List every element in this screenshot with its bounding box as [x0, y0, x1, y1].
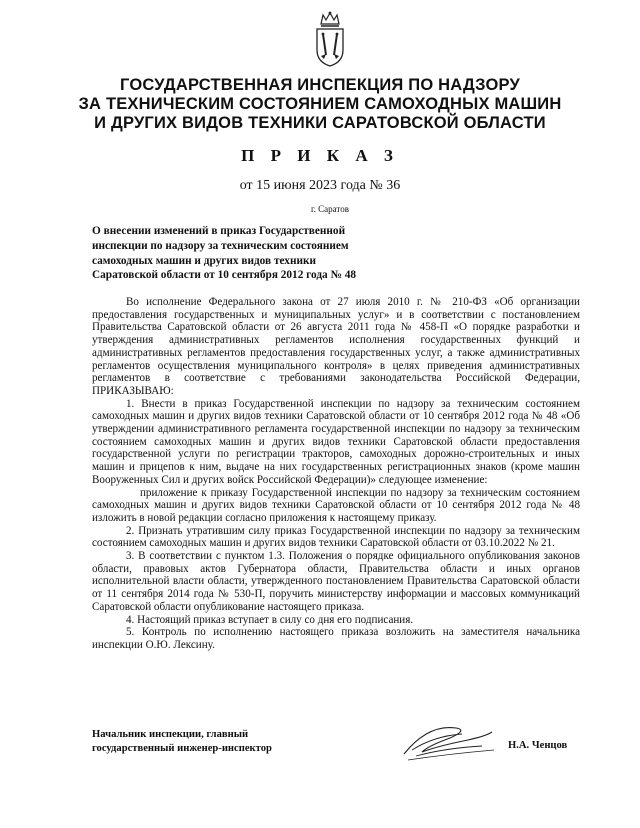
handwritten-signature-icon [398, 716, 498, 766]
subject-line: Саратовской области от 10 сентября 2012 года № 48 [92, 269, 357, 282]
signer-position [92, 728, 392, 756]
signer-position-line: государственный инженер-инспектор [92, 743, 272, 754]
item-1-sub-paragraph: приложение к приказу Государственной инспекции по надзору за техническим состоянием самоходных машин и других видов техники Саратовской области от 10 сентября 2012 года № 48 изложить в новой редакции согласно приложения к настоящему приказу. [92, 486, 580, 524]
item-3-paragraph: 3. В соответствии с пунктом 1.3. Положения о порядке официального опубликования законов области, правовых актов Губернатора области, Правительства области и иных органов исполнительной власти области, утвержденного постановлением Правительства Саратовской области от 11 сентября 2014 года № 530-П, поручить министерству информации и массовых коммуникаций Саратовской области опубликование настоящего приказа. [92, 550, 580, 613]
intro-paragraph: Во исполнение Федерального закона от 27 июля 2010 г. № 210-ФЗ «Об организации предоставления государственных и муниципальных услуг» и в соответствии с постановлением Правительства Саратовской области от 26 августа 2011 года № 458-П «О порядке разработки и утверждения административных регламентов исполнения государственных функций и административных регламентов предоставления государственных услуг, а также административных регламентов осуществления муниципального контроля» в целях приведения административных регламентов в соответствие с требованиями законодательства Российской Федерации, ПРИКАЗЫВАЮ: [92, 296, 580, 397]
document-city: г. Саратов [311, 204, 349, 214]
item-2-paragraph: 2. Признать утратившим силу приказ Государственной инспекции по надзору за техническим состоянием самоходных машин и других видов техники Саратовской области от 03.10.2022 № 21. [92, 524, 580, 550]
item-4-paragraph: 4. Настоящий приказ вступает в силу со дня его подписания. [126, 613, 414, 626]
document-body [92, 296, 580, 652]
signer-name: Н.А. Ченцов [508, 740, 568, 751]
org-line-3: И ДРУГИХ ВИДОВ ТЕХНИКИ САРАТОВСКОЙ ОБЛАСТИ [94, 114, 546, 132]
organization-name [60, 76, 580, 133]
document-subject [92, 224, 392, 283]
item-1-paragraph: 1. Внести в приказ Государственной инспекции по надзору за техническим состоянием самоходных машин и других видов техники Саратовской области от 10 сентября 2012 года № 48 «Об утверждении административного регламента государственной инспекции по надзору за техническим состоянием самоходных машин и других видов техники Саратовской области предоставления государственной услуги по регистрации тракторов, самоходных дорожно-строительных и иных машин и прицепов к ним, выдаче на них государственных регистрационных знаков (кроме машин Вооруженных Сил и других войск Российской Федерации)» следующее изменение: [92, 397, 580, 486]
document-title: П Р И К А З [241, 146, 399, 165]
subject-line: инспекции по надзору за техническим состоянием [92, 239, 349, 252]
org-line-2: ЗА ТЕХНИЧЕСКИМ СОСТОЯНИЕМ САМОХОДНЫХ МАШИН [78, 95, 562, 113]
subject-line: О внесении изменений в приказ Государственной [92, 225, 346, 237]
org-line-1: ГОСУДАРСТВЕННАЯ ИНСПЕКЦИЯ ПО НАДЗОРУ [120, 76, 520, 94]
signer-position-line: Начальник инспекции, главный [92, 729, 249, 740]
document-date: от 15 июня 2023 года № 36 [239, 178, 401, 193]
item-5-paragraph: 5. Контроль по исполнению настоящего приказа возложить на заместителя начальника инспекции О.Ю. Лексину. [92, 626, 580, 651]
coat-of-arms-saratov-icon [312, 10, 348, 68]
subject-line: самоходных машин и других видов техники [92, 254, 316, 267]
